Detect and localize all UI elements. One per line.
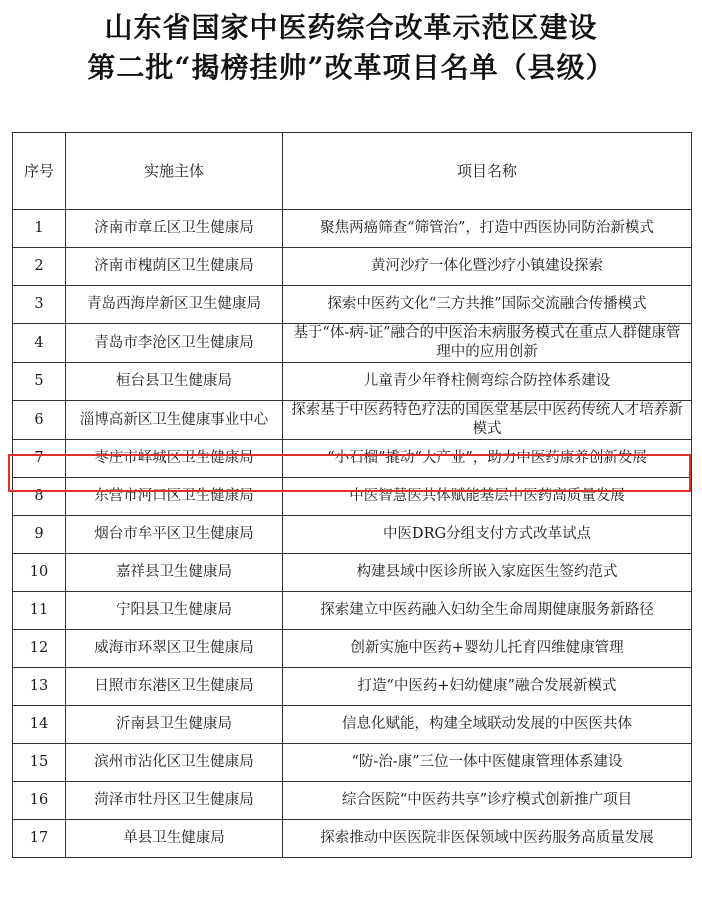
row-name-cell: “防-治-康”三位一体中医健康管理体系建设	[283, 744, 692, 782]
row-org-cell: 枣庄市峄城区卫生健康局	[66, 440, 283, 478]
row-org-cell: 滨州市沾化区卫生健康局	[66, 744, 283, 782]
row-no-cell: 11	[13, 592, 66, 630]
table-row	[13, 248, 692, 286]
row-name-cell: 中医DRG分组支付方式改革试点	[283, 516, 692, 554]
table-row	[13, 363, 692, 401]
row-no-cell: 9	[13, 516, 66, 554]
row-org-cell: 淄博高新区卫生健康事业中心	[66, 401, 283, 440]
row-name-cell: 儿童青少年脊柱侧弯综合防控体系建设	[283, 363, 692, 401]
row-no-cell: 5	[13, 363, 66, 401]
row-org-cell: 东营市河口区卫生健康局	[66, 478, 283, 516]
row-name-cell: 探索推动中医医院非医保领域中医药服务高质量发展	[283, 820, 692, 858]
table-header-row	[13, 133, 692, 210]
table-row	[13, 668, 692, 706]
row-no-cell: 4	[13, 324, 66, 363]
row-name-cell: 综合医院“中医药共享”诊疗模式创新推广项目	[283, 782, 692, 820]
row-name-cell: 基于“体-病-证”融合的中医治未病服务模式在重点人群健康管理中的应用创新	[283, 324, 692, 363]
row-name-cell: 构建县域中医诊所嵌入家庭医生签约范式	[283, 554, 692, 592]
row-org-cell: 宁阳县卫生健康局	[66, 592, 283, 630]
header-org: 实施主体	[66, 133, 283, 210]
row-org-cell: 日照市东港区卫生健康局	[66, 668, 283, 706]
table-row	[13, 820, 692, 858]
table-row	[13, 554, 692, 592]
table-row	[13, 516, 692, 554]
row-org-cell: 济南市章丘区卫生健康局	[66, 210, 283, 248]
row-org-cell: 沂南县卫生健康局	[66, 706, 283, 744]
row-no-cell: 2	[13, 248, 66, 286]
row-org-cell: 青岛市李沧区卫生健康局	[66, 324, 283, 363]
header-no: 序号	[13, 133, 66, 210]
row-name-cell: 聚焦两癌筛查“筛管治”，打造中西医协同防治新模式	[283, 210, 692, 248]
row-no-cell: 1	[13, 210, 66, 248]
table-row	[13, 324, 692, 363]
row-name-cell: 黄河沙疗一体化暨沙疗小镇建设探索	[283, 248, 692, 286]
row-org-cell: 菏泽市牡丹区卫生健康局	[66, 782, 283, 820]
row-no-cell: 14	[13, 706, 66, 744]
row-org-cell: 嘉祥县卫生健康局	[66, 554, 283, 592]
row-name-cell: 中医智慧医共体赋能基层中医药高质量发展	[283, 478, 692, 516]
row-org-cell: 济南市槐荫区卫生健康局	[66, 248, 283, 286]
row-no-cell: 7	[13, 440, 66, 478]
row-org-cell: 桓台县卫生健康局	[66, 363, 283, 401]
row-name-cell: 探索中医药文化“三方共推”国际交流融合传播模式	[283, 286, 692, 324]
row-no-cell: 12	[13, 630, 66, 668]
row-no-cell: 13	[13, 668, 66, 706]
row-name-cell: “小石榴”撬动“大产业”，助力中医药康养创新发展	[283, 440, 692, 478]
row-org-cell: 青岛西海岸新区卫生健康局	[66, 286, 283, 324]
document-title	[0, 8, 702, 88]
table-row	[13, 782, 692, 820]
title-line-1: 山东省国家中医药综合改革示范区建设	[104, 11, 598, 44]
table-row	[13, 744, 692, 782]
row-no-cell: 3	[13, 286, 66, 324]
row-name-cell: 探索基于中医药特色疗法的国医堂基层中医药传统人才培养新模式	[283, 401, 692, 440]
table-row	[13, 210, 692, 248]
table-row	[13, 440, 692, 478]
title-line-2: 第二批“揭榜挂帅”改革项目名单（县级）	[87, 51, 615, 84]
table-row	[13, 706, 692, 744]
table-row	[13, 286, 692, 324]
row-no-cell: 16	[13, 782, 66, 820]
row-name-cell: 信息化赋能，构建全域联动发展的中医医共体	[283, 706, 692, 744]
row-org-cell: 威海市环翠区卫生健康局	[66, 630, 283, 668]
table-row	[13, 401, 692, 440]
row-no-cell: 15	[13, 744, 66, 782]
project-list-table	[12, 132, 692, 858]
table-row	[13, 592, 692, 630]
row-name-cell: 打造“中医药+妇幼健康”融合发展新模式	[283, 668, 692, 706]
row-name-cell: 创新实施中医药+婴幼儿托育四维健康管理	[283, 630, 692, 668]
row-org-cell: 单县卫生健康局	[66, 820, 283, 858]
row-name-cell: 探索建立中医药融入妇幼全生命周期健康服务新路径	[283, 592, 692, 630]
row-no-cell: 8	[13, 478, 66, 516]
row-no-cell: 17	[13, 820, 66, 858]
row-org-cell: 烟台市牟平区卫生健康局	[66, 516, 283, 554]
table-row	[13, 630, 692, 668]
table-row	[13, 478, 692, 516]
row-no-cell: 10	[13, 554, 66, 592]
row-no-cell: 6	[13, 401, 66, 440]
header-name: 项目名称	[283, 133, 692, 210]
